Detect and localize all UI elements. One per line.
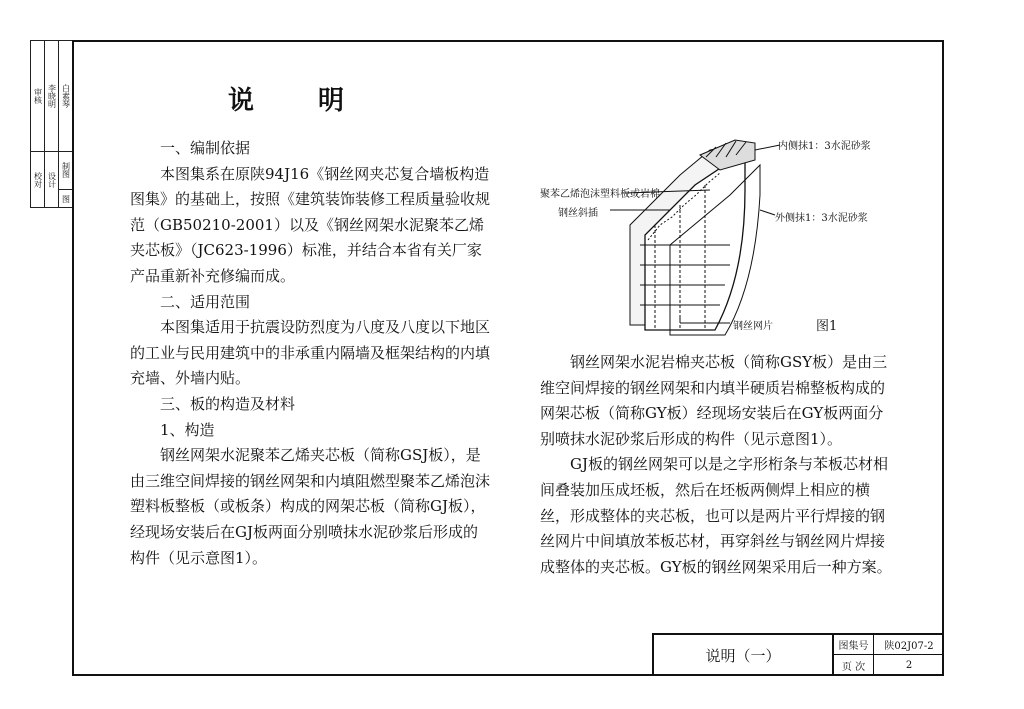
page-label: 页 次	[834, 655, 874, 676]
page-number-value: 2	[905, 660, 913, 671]
atlas-number-value: 陕02J07-2	[874, 635, 944, 655]
panel-section-drawing	[530, 125, 910, 340]
approval-cell: 图	[61, 195, 71, 203]
label-core-material: 聚苯乙烯泡沫塑料板或岩棉	[540, 189, 660, 200]
sheet-name: 说明（一）	[654, 635, 834, 676]
right-column-text	[540, 350, 892, 580]
section-heading: 三、板的构造及材料	[160, 394, 296, 413]
page-title: 说明	[228, 86, 409, 116]
label-diagonal-wire: 钢丝斜插	[558, 208, 598, 219]
left-column-text	[130, 136, 490, 571]
approval-cell: 校对	[33, 172, 43, 188]
wall-panel-diagram	[530, 125, 910, 340]
body-paragraph: 本图集适用于抗震设防烈度为八度及八度以下地区的工业与民用建筑中的非承重内隔墙及框架结构的内填充墙、外墙内贴。	[130, 318, 491, 388]
approval-col-2	[45, 41, 59, 207]
approval-col-3	[59, 41, 73, 207]
section-heading: 1、构造	[160, 420, 215, 439]
atlas-number-label: 图集号	[834, 635, 874, 655]
approval-col-1	[31, 41, 45, 207]
approval-strip	[30, 40, 72, 208]
title-block	[652, 633, 944, 676]
figure-caption: 图1	[816, 319, 838, 334]
section-heading: 二、适用范围	[160, 292, 251, 311]
body-paragraph: GJ板的钢丝网架可以是之字形桁条与苯板芯材相间叠装加压成坯板，然后在坯板两侧焊上相应的横丝，形成整体的夹芯板，也可以是两片平行焊接的钢丝网片中间填放苯板芯材，再穿斜丝与钢丝网片焊接成整体的夹芯板。GY板的钢丝网架采用后一种方案。	[540, 455, 892, 576]
approval-cell: 审核	[31, 41, 44, 152]
body-paragraph: 钢丝网架水泥聚苯乙烯夹芯板（简称GSJ板），是由三维空间焊接的钢丝网架和内填阻燃型聚苯乙烯泡沫塑料板整板（或板条）构成的网架芯板（简称GJ板），经现场安装后在GJ板两面分别喷抹水泥砂浆后形成的构件（见示意图1）。	[130, 446, 491, 567]
approval-cell: 制图	[59, 151, 72, 190]
body-paragraph: 钢丝网架水泥岩棉夹芯板（简称GSY板）是由三维空间焊接的钢丝网架和内填半硬质岩棉整板构成的网架芯板（简称GY板）经现场安装后在GY板两面分别喷抹水泥砂浆后形成的构件（见示意图1）。	[540, 353, 888, 448]
approval-cell: 白素琴	[59, 41, 72, 152]
label-inner-mortar: 内侧抹1：3水泥砂浆	[778, 141, 871, 152]
approval-cell: 李晓明	[45, 41, 58, 152]
body-paragraph: 本图集系在原陕94J16《钢丝网夹芯复合墙板构造图集》的基础上，按照《建筑装饰装修工程质量验收规范（GB50210-2001）以及《钢丝网架水泥聚苯乙烯夹芯板》（JC623-1996）标准，并结合本省有关厂家产品重新补充修编而成。	[130, 164, 491, 285]
approval-cell: 设计	[47, 172, 57, 188]
label-wire-mesh: 钢丝网片	[733, 321, 773, 332]
label-outer-mortar: 外侧抹1：3水泥砂浆	[775, 213, 868, 224]
section-heading: 一、编制依据	[160, 139, 251, 157]
title-block-grid	[834, 635, 944, 676]
